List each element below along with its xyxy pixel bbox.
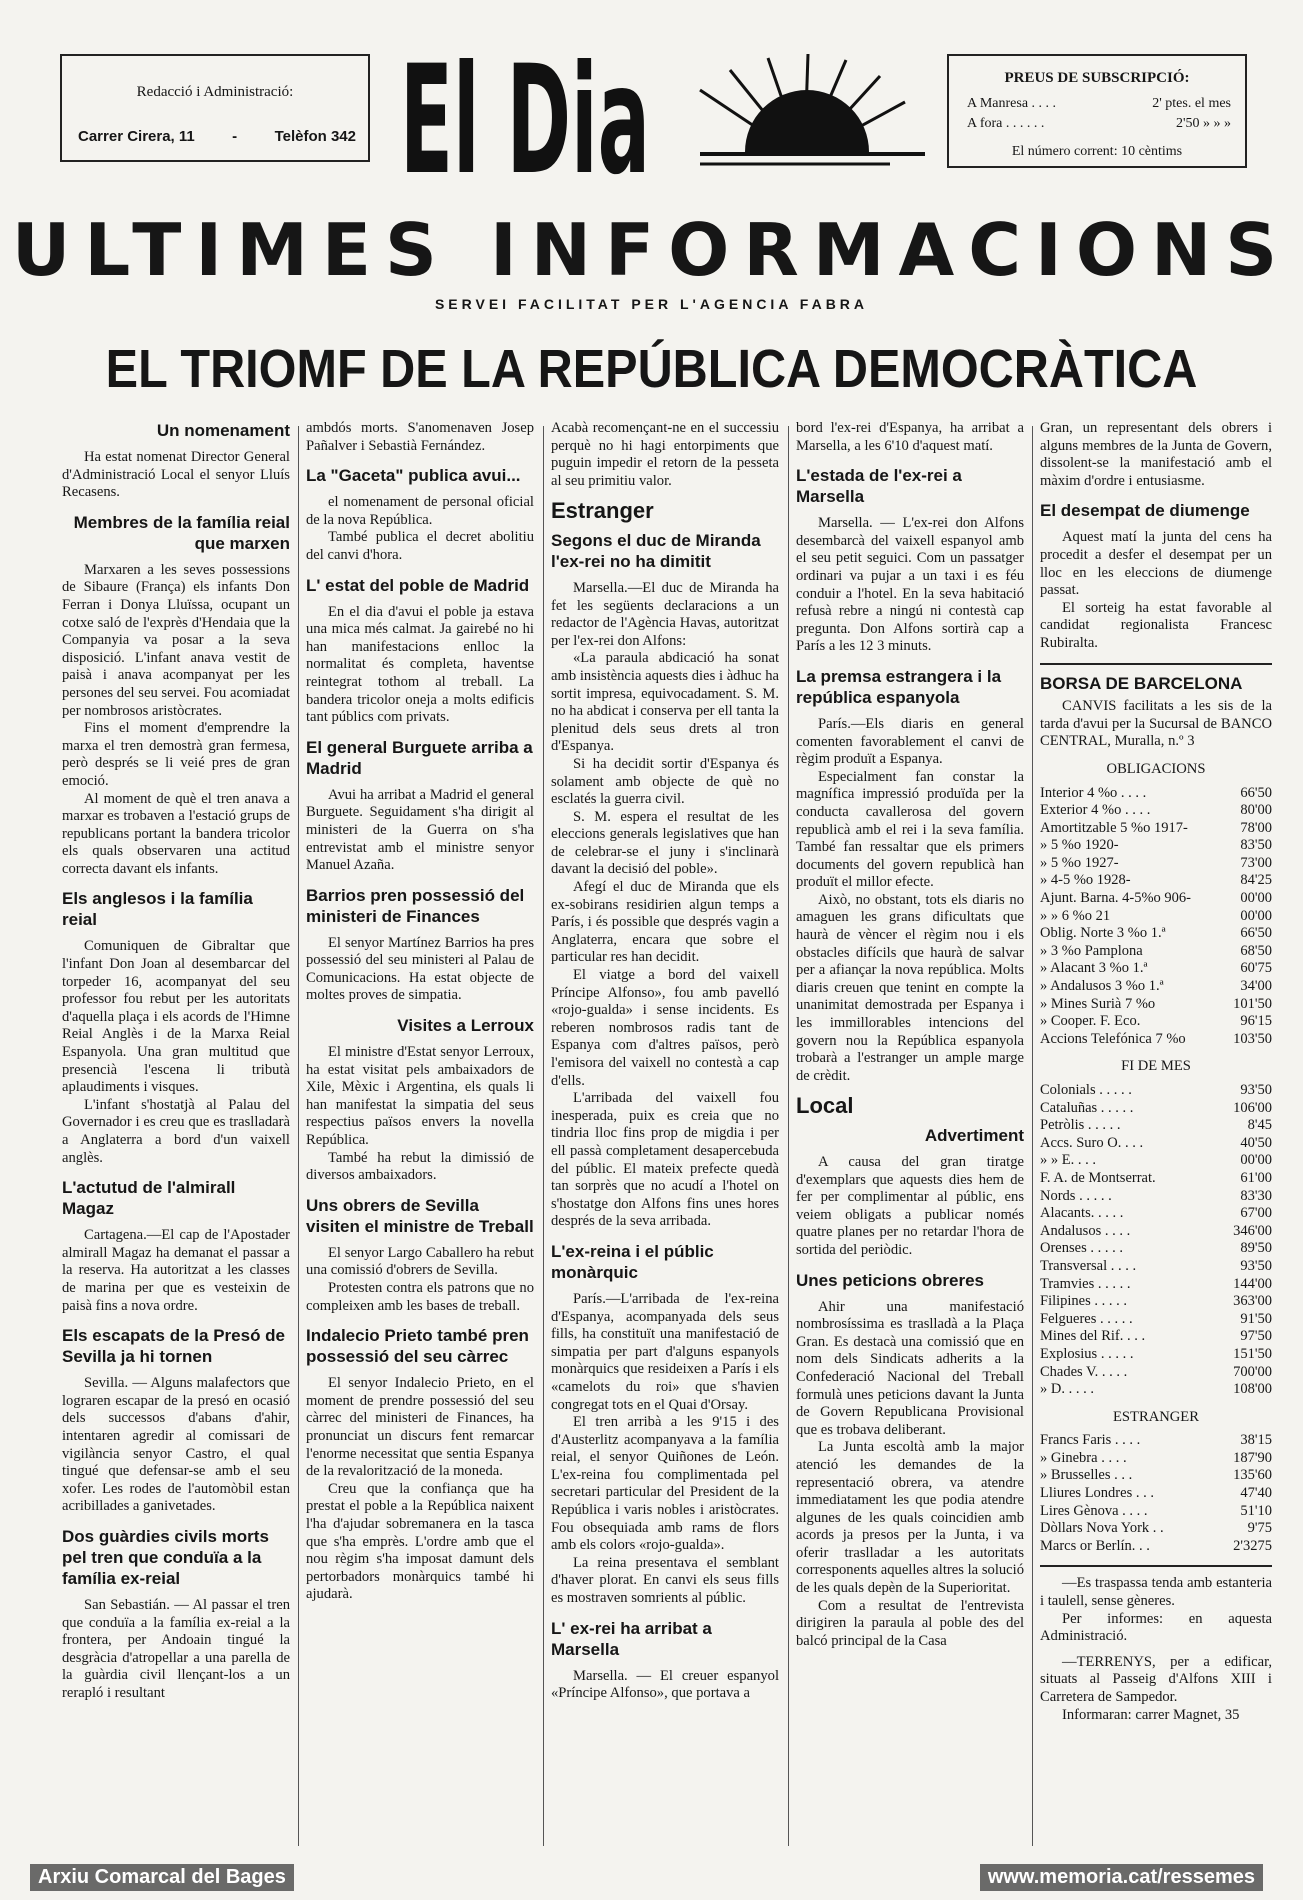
article-paragraph: Marsella. — L'ex-rei don Alfons desembarcà del vaixell espanyol amb el seu petit seguici. Com un passatger ordinari va pujar a un taxi i es féu conduir a l'hotel. En la seva habitació refusà rebre a ningú ni contestà cap pregunta. Don Alfons sortirà cap a París a les 12 3 minuts. — [796, 515, 1024, 655]
obligacions-title: OBLIGACIONS — [1106, 760, 1206, 777]
quote-value: 187'90 — [1233, 1449, 1272, 1466]
quote-name: » 5 %o 1927- — [1040, 854, 1119, 871]
article-heading: L' estat del poble de Madrid — [306, 575, 530, 595]
quote-value: 89'50 — [1240, 1240, 1272, 1257]
price-number: El número corrent: 10 cèntims — [1011, 144, 1183, 159]
prices-title: PREUS DE SUBSCRIPCIÓ: — [1004, 70, 1190, 86]
quote-name: Alacants. . . . . — [1040, 1205, 1124, 1222]
quote-row — [1040, 925, 1272, 943]
quote-row — [1040, 1170, 1272, 1188]
quote-value: 108'00 — [1233, 1381, 1272, 1398]
quote-row — [1040, 837, 1272, 855]
article-paragraph: Ha estat nomenat Director General d'Administració Local el senyor Lluís Recasens. — [62, 449, 290, 501]
website-watermark: www.memoria.cat/ressemes — [980, 1864, 1263, 1891]
quote-value: 135'60 — [1233, 1467, 1272, 1484]
column-4 — [796, 420, 1024, 1860]
quote-name: Francs Faris . . . . — [1040, 1432, 1141, 1449]
quote-value: 73'00 — [1240, 854, 1272, 871]
quote-row — [1040, 872, 1272, 890]
quote-name: » » E. . . . — [1040, 1152, 1096, 1169]
quote-value: 8'45 — [1247, 1117, 1272, 1134]
quote-value: 103'50 — [1233, 1030, 1272, 1047]
quote-value: 83'30 — [1240, 1187, 1272, 1204]
quote-row — [1040, 1135, 1272, 1153]
quote-row — [1040, 1328, 1272, 1346]
quote-name: » 4-5 %o 1928- — [1040, 872, 1131, 889]
estranger-table — [1040, 1432, 1272, 1555]
quote-name: » Cooper. F. Eco. — [1040, 1013, 1141, 1030]
quote-row — [1040, 943, 1272, 961]
article-heading: Membres de la família reial que marxen — [73, 512, 290, 553]
quote-value: 34'00 — [1240, 978, 1272, 995]
article-paragraph: Al moment de què el tren anava a marxar es trobaven a l'estació grups de republicans portant la bandera tricolor els quals observaren una actitud correcta davant els infants. — [62, 790, 290, 877]
article-paragraph: el nomenament de personal oficial de la nova República. — [306, 494, 534, 528]
quote-value: 47'40 — [1240, 1485, 1272, 1502]
quote-row — [1040, 1223, 1272, 1241]
price-manresa-label: A Manresa . . . . — [967, 96, 1057, 111]
quote-row — [1040, 1188, 1272, 1206]
quote-value: 66'50 — [1240, 784, 1272, 801]
article-heading: Indalecio Prieto també pren possessió del seu càrrec — [306, 1326, 529, 1367]
administration-box — [60, 54, 370, 162]
quote-name: » 3 %o Pamplona — [1040, 942, 1143, 959]
column-3 — [551, 420, 779, 1860]
quote-row — [1040, 1485, 1272, 1503]
quote-name: Lliures Londres . . . — [1040, 1485, 1154, 1502]
column-5 — [1040, 420, 1272, 1860]
column-rule — [543, 426, 544, 1846]
quote-value: 9'75 — [1247, 1520, 1272, 1537]
quote-value: 101'50 — [1233, 995, 1272, 1012]
article-paragraph: Comuniquen de Gibraltar que l'infant Don Joan al desembarcar del torpeder 16, acompanyat del seu professor fou rebut per les autoritats d'aquella plaça i els acords de l'Himne Reial Anglès i de la Marxa Reial Espanyola. Una gran multitud que presencià l'escena li tributà aplaudiments i visques. — [62, 938, 290, 1096]
article-paragraph: El senyor Largo Caballero ha rebut una comissió d'obrers de Sevilla. — [306, 1244, 534, 1279]
quote-row — [1040, 1432, 1272, 1450]
article-paragraph: En el dia d'avui el poble ja estava una mica més calmat. Ja gairebé no hi han manifestacions enlloc la normalitat és completa, haventse reintegrat tothom al treball. La bandera tricolor oneja a molts edificis tant públics com privats. — [306, 603, 534, 726]
admin-address-line — [78, 128, 356, 145]
quote-name: Interior 4 %o . . . . — [1040, 784, 1147, 801]
quote-value: 2'3275 — [1233, 1537, 1272, 1554]
quote-name: Dòllars Nova York . . — [1040, 1520, 1164, 1537]
article-paragraph: París.—L'arribada de l'ex-reina d'Espanya, acompanyada dels seus fills, ha constituït una manifestació de simpatia per part d'alguns espanyols monàrquics que resideixen a París i els «camelots du roi» que s'havien congregat tots en el Quai d'Orsay. — [551, 1290, 779, 1413]
price-fora-label: A fora . . . . . . — [967, 116, 1045, 131]
borsa-intro: CANVIS facilitats a les sis de la tarda d'avui per la Sucursal de BANCO CENTRAL, Muralla, n.º 3 — [1040, 698, 1272, 750]
quote-value: 38'15 — [1240, 1432, 1272, 1449]
quote-row — [1040, 855, 1272, 873]
quote-value: 93'50 — [1240, 1082, 1272, 1098]
quote-row — [1040, 1538, 1272, 1556]
article-heading: L'estada de l'ex-rei a Marsella — [796, 466, 962, 507]
fi-de-mes-table — [1040, 1082, 1272, 1399]
article-paragraph: El senyor Martínez Barrios ha pres possessió del seu ministeri al Palau de Comunicacions. Ha estat objecte de moltes proves de simpatia. — [306, 934, 534, 1004]
article-paragraph: Avui ha arribat a Madrid el general Burguete. Seguidament s'ha dirigit al ministeri de la Guerra on s'ha entrevistat amb el ministre senyor Manuel Azaña. — [306, 786, 534, 874]
article-paragraph: Gran, un representant dels obrers i alguns membres de la Junta de Govern, dissolent-se la manifestació amb el màxim d'ordre i entusiasme. — [1040, 420, 1272, 489]
quote-name: Exterior 4 %o . . . . — [1040, 802, 1151, 819]
quote-name: » 5 %o 1920- — [1040, 837, 1119, 854]
article-paragraph: Ahir una manifestació nombrosíssima es traslladà a la Plaça Gran. Es destacà una comissió que en nom dels Sindicats adherits a la Confederació Nacional del Treball formulà unes peticions davant la Junta de Govern Republicana Provisional que es trobava deliberant. — [796, 1298, 1024, 1438]
article-heading: El desempat de diumenge — [1040, 501, 1250, 521]
quote-value: 83'50 — [1240, 837, 1272, 854]
quote-value: 151'50 — [1233, 1345, 1272, 1362]
article-heading: El general Burguete arriba a Madrid — [306, 737, 533, 778]
quote-name: Mines del Rif. . . . — [1040, 1328, 1146, 1345]
classified-ad-contact: Per informes: en aquesta Administració. — [1040, 1610, 1272, 1645]
quote-row — [1040, 1293, 1272, 1311]
quote-value: 80'00 — [1240, 802, 1272, 819]
article-paragraph: Acabà recomençant-ne en el successiu perquè no hi hagi entorpiments que puguin impedir el retorn de la pesseta al seu primitiu valor. — [551, 420, 779, 489]
quote-name: Orenses . . . . . — [1040, 1240, 1123, 1257]
column-2 — [306, 420, 534, 1860]
article-heading: Advertiment — [924, 1126, 1024, 1145]
quote-value: 40'50 — [1240, 1134, 1272, 1151]
article-paragraph: San Sebastián. — Al passar el tren que conduïa a la família ex-reial a la frontera, per Andoain tingué la desgràcia d'atropellar a una parella de la guàrdia civil llençant-los a un rerapló i resultant — [62, 1596, 290, 1701]
quote-row — [1040, 960, 1272, 978]
quote-row — [1040, 1467, 1272, 1485]
article-paragraph: Fins el moment d'emprendre la marxa el tren demostrà gran fermesa, però després se li veié pres de gran emoció. — [62, 720, 290, 789]
quote-name: » » 6 %o 21 — [1040, 907, 1111, 924]
quote-value: 96'15 — [1240, 1013, 1272, 1030]
quote-row — [1040, 1240, 1272, 1258]
article-paragraph: Marsella. — El creuer espanyol «Príncipe Alfonso», que portava a — [551, 1667, 779, 1702]
obligacions-table — [1040, 785, 1272, 1049]
masthead-logo — [400, 40, 930, 185]
quote-row — [1040, 1152, 1272, 1170]
quote-value: 91'50 — [1240, 1310, 1272, 1327]
quote-row — [1040, 996, 1272, 1014]
article-heading: L'actutud de l'almirall Magaz — [62, 1178, 236, 1219]
headline: ULTIMES INFORMACIONS — [11, 208, 1292, 292]
quote-row — [1040, 1276, 1272, 1294]
article-paragraph: bord l'ex-rei d'Espanya, ha arribat a Marsella, a les 6'10 d'aquest matí. — [796, 420, 1024, 454]
article-paragraph: Aquest matí la junta del cens ha procedit a desfer el desempat per un lloc en les eleccions de diumenge passat. — [1040, 529, 1272, 599]
quote-row — [1040, 1258, 1272, 1276]
article-paragraph: El viatge a bord del vaixell Príncipe Alfonso», fou amb pavelló «rojo-gualda» i sense incidents. Es reberen nombrosos radis tant de Espanya com d'altres països, però l'emisora del vaixell no contestà a cap d'ells. — [551, 967, 779, 1089]
main-headline: EL TRIOMF DE LA REPÚBLICA DEMOCRÀTICA — [105, 339, 1198, 399]
article-heading: Visites a Lerroux — [397, 1016, 534, 1036]
article-paragraph: L'arribada del vaixell fou inesperada, puix es creia que no tindria lloc fins prop de migdia i per ell passà completament desapercebuda del públic. El mateix prefecte quedà tan sorprès que no acudí a l'hotel on s'hostatge don Alfons fins unes hores després de la seva arribada. — [551, 1090, 779, 1230]
quote-value: 700'00 — [1233, 1363, 1272, 1380]
quote-name: Accions Telefónica 7 %o — [1040, 1030, 1186, 1047]
quote-value: 51'10 — [1240, 1502, 1272, 1519]
article-paragraph: El sorteig ha estat favorable al candidat regionalista Francesc Rubiralta. — [1040, 599, 1272, 651]
article-heading: L'ex-reina i el públic monàrquic — [551, 1241, 714, 1282]
quote-value: 60'75 — [1240, 960, 1272, 977]
quote-value: 66'50 — [1240, 925, 1272, 942]
quote-row — [1040, 785, 1272, 803]
quote-row — [1040, 908, 1272, 926]
quote-row — [1040, 1503, 1272, 1521]
article-paragraph: La reina presentava el semblant d'haver plorat. En canvi els seus fills es mostraven somrients al públic. — [551, 1554, 779, 1607]
column-rule — [298, 426, 299, 1846]
borsa-title: BORSA DE BARCELONA — [1040, 663, 1272, 693]
quote-value: 93'50 — [1240, 1257, 1272, 1274]
article-heading: L' ex-rei ha arribat a Marsella — [551, 1618, 712, 1659]
article-heading: La "Gaceta" publica avui... — [306, 466, 521, 486]
quote-name: Felgueres . . . . . — [1040, 1310, 1133, 1327]
quote-name: » Alacant 3 %o 1.ª — [1040, 960, 1148, 977]
quote-row — [1040, 1117, 1272, 1135]
quote-value: 106'00 — [1233, 1099, 1272, 1116]
article-heading: Els escapats de la Presó de Sevilla ja hi tornen — [62, 1326, 286, 1367]
article-paragraph: El senyor Indalecio Prieto, en el moment de prendre possessió del seu càrrec del ministeri de Finances, ha pronunciat un discurs fent remarcar l'enorme necessitat que sentia Espanya de la revalorització de la moneda. — [306, 1375, 534, 1480]
quote-row — [1040, 1364, 1272, 1382]
quote-value: 00'00 — [1240, 1152, 1272, 1169]
admin-dash: - — [232, 128, 238, 145]
quote-name: F. A. de Montserrat. — [1040, 1169, 1156, 1186]
quote-name: Andalusos . . . . — [1040, 1222, 1131, 1239]
quote-name: » Mines Surià 7 %o — [1040, 995, 1156, 1012]
admin-phone: Telèfon 342 — [274, 128, 356, 145]
article-paragraph: Marxaren a les seves possessions de Sibaure (França) els infants Don Ferran i Donya Lluïssa, ocupant un cotxe saló de l'exprès d'Hendaia que la Companyia va posar a la seva disposició. L'infant anava vestit de paisà i anava acompanyat per les persones del seu servei. Fou acomiadat per nombrosos aristòcrates. — [62, 561, 290, 719]
quote-name: Explosius . . . . . — [1040, 1345, 1134, 1362]
quote-row — [1040, 1311, 1272, 1329]
price-fora-value: 2'50 » » » — [1175, 116, 1231, 131]
fi-de-mes-title: FI DE MES — [1121, 1058, 1191, 1075]
article-paragraph: Creu que la confiança que ha prestat el poble a la República naixent l'ha d'ajudar sobremanera en la tasca que s'ha emprès. L'ordre amb que el nou règim s'ha imposat damunt dels pertorbadors monàrquics també hi ajudarà. — [306, 1480, 534, 1603]
quote-name: » Ginebra . . . . — [1040, 1449, 1127, 1466]
quote-value: 97'50 — [1240, 1328, 1272, 1345]
quote-row — [1040, 802, 1272, 820]
article-heading: Uns obrers de Sevilla visiten el ministre de Treball — [306, 1195, 534, 1236]
article-paragraph: El tren arribà a les 9'15 i des d'Austerlitz acompanyava a la família reial, el senyor Quiñones de León. L'ex-reina fou complimentada pel secretari particular del President de la República i varis nobles i aristòcrates. Fou obsequiada amb rams de flors amb els colors «rojo-gualda». — [551, 1414, 779, 1554]
quote-name: Nords . . . . . — [1040, 1187, 1112, 1204]
quote-row — [1040, 820, 1272, 838]
quote-name: Petròlis . . . . . — [1040, 1117, 1121, 1134]
article-paragraph: «La paraula abdicació ha sonat amb insistència aquests dies i àdhuc ha sortit impresa, equivocadament. S. M. no ha abdicat i conserva per ell tanta la plenitud dels seus drets al tron d'Espanya. — [551, 650, 779, 755]
article-paragraph: Si ha decidit sortir d'Espanya és solament amb objecte de què no esclatés la guerra civil. — [551, 755, 779, 808]
article-heading: Un nomenament — [156, 421, 290, 440]
article-paragraph: ambdós morts. S'anomenaven Josep Pañalver i Sebastià Fernández. — [306, 420, 534, 454]
article-paragraph: S. M. espera el resultat de les eleccions generals legislatives que han de celebrar-se el juny i s'inclinarà davant la decisió del poble». — [551, 808, 779, 878]
quote-name: Lires Gènova . . . . — [1040, 1502, 1148, 1519]
subheadline: SERVEI FACILITAT PER L'AGENCIA FABRA — [434, 296, 869, 312]
quote-value: 346'00 — [1233, 1222, 1272, 1239]
column-rule — [788, 426, 789, 1846]
price-manresa — [967, 96, 1231, 112]
quote-name: Transversal . . . . — [1040, 1257, 1137, 1274]
article-paragraph: Això, no obstant, tots els diaris no amaguen les grans dificultats que haurà de vèncer el règim nou i els obstacles difícils que haurà de salvar per a afiançar la nova república. Molts diaris creuen que tenint en compte la unanimitat demostrada per Espanya i les immillorables intencions del govern nou la República espanyola trobarà a l'estranger un ample marge de crèdit. — [796, 891, 1024, 1084]
quote-name: » D. . . . . — [1040, 1381, 1094, 1398]
quote-row — [1040, 1346, 1272, 1364]
quote-row — [1040, 1031, 1272, 1049]
quote-name: Accs. Suro O. . . . — [1040, 1134, 1144, 1151]
column-1 — [62, 420, 290, 1860]
quote-name: Ajunt. Barna. 4-5%o 906- — [1040, 890, 1192, 907]
article-paragraph: Afegí el duc de Miranda que els ex-sobirans residirien algun temps a París, i és possible que després vagin a Anglaterra, encara que sobre el particular res han decidit. — [551, 879, 779, 966]
section-title: Estranger — [551, 498, 654, 524]
article-heading: Els anglesos i la família reial — [62, 889, 253, 930]
classified-ad: —Es traspassa tenda amb estanteria i taulell, sense gèneres. — [1040, 1575, 1272, 1610]
admin-address: Carrer Cirera, 11 — [78, 128, 195, 145]
quote-name: Marcs or Berlín. . . — [1040, 1537, 1150, 1554]
quote-value: 363'00 — [1233, 1293, 1272, 1310]
article-heading: La premsa estrangera i la república espanyola — [796, 666, 1002, 707]
quote-row — [1040, 978, 1272, 996]
quote-value: 144'00 — [1233, 1275, 1272, 1292]
article-paragraph: També ha rebut la dimissió de diversos ambaixadors. — [306, 1149, 534, 1184]
quote-value: 68'50 — [1240, 942, 1272, 959]
quote-value: 84'25 — [1240, 872, 1272, 889]
quote-row — [1040, 1520, 1272, 1538]
article-paragraph: La Junta escoltà amb la major atenció les demandes de la representació obrera, va atendre immediatament les que podia atendre algunes de les quals coincidien amb acords ja presos per la Junta, i va oferir traslladar a les autoritats corresponents aquelles altres la solució de les quals depèn de la Superioritat. — [796, 1439, 1024, 1597]
quote-value: 00'00 — [1240, 907, 1272, 924]
article-paragraph: Com a resultat de l'entrevista dirigiren la paraula al poble des del balcó principal de la Casa — [796, 1597, 1024, 1649]
quote-value: 00'00 — [1240, 890, 1272, 907]
column-rule — [1032, 426, 1033, 1846]
quote-value: 78'00 — [1240, 819, 1272, 836]
masthead-title: El Dia — [400, 40, 650, 185]
article-paragraph: Sevilla. — Alguns malafectors que lograren escapar de la presó en ocasió dels successos d'abans d'ahir, intentaren agredir al comissari de vigilància senyor Castro, el qual tingué que defensar-se amb el seu xofer. Les rodes de l'automòbil estan acribillades a ganivetades. — [62, 1375, 290, 1515]
article-paragraph: A causa del gran tiratge d'exemplars que aquests dies hem de fer per complimentar al públic, ens veiem obligats a publicar només quatre planes per no retardar l'hora de sortida del periòdic. — [796, 1154, 1024, 1258]
article-paragraph: París.—Els diaris en general comenten favorablement el canvi de règim produït a Espanya. — [796, 715, 1024, 768]
price-fora — [967, 116, 1231, 132]
quote-name: Amortitzable 5 %o 1917- — [1040, 819, 1188, 836]
quote-row — [1040, 1100, 1272, 1118]
quote-value: 67'00 — [1240, 1205, 1272, 1222]
quote-name: Cataluñas . . . . . — [1040, 1099, 1134, 1116]
classified-ad: —TERRENYS, per a edificar, situats al Passeig d'Alfons XIII i Carretera de Sampedor. — [1040, 1653, 1272, 1705]
quote-row — [1040, 1013, 1272, 1031]
quote-row — [1040, 890, 1272, 908]
article-heading: Barrios pren possessió del ministeri de Finances — [306, 885, 525, 926]
quote-row — [1040, 1450, 1272, 1468]
quote-row — [1040, 1381, 1272, 1399]
article-paragraph: Especialment fan constar la magnífica impressió produïda per la conducta cavallerosa del govern republicà amb el rei i la seva família. També fan ressaltar que els primers documents del govern republicà han produït el millor efecte. — [796, 768, 1024, 891]
quote-name: » Brusselles . . . — [1040, 1467, 1133, 1484]
quote-name: Tramvies . . . . . — [1040, 1275, 1131, 1292]
quote-name: Filipines . . . . . — [1040, 1293, 1128, 1310]
article-paragraph: El ministre d'Estat senyor Lerroux, ha estat visitat pels ambaixadors de Xile, Mèxic i Argentina, els quals li han manifestat la simpatia del seus respectius països envers la novella República. — [306, 1044, 534, 1149]
quote-value: 61'00 — [1240, 1169, 1272, 1186]
classifieds — [1040, 1565, 1272, 1724]
classified-ad-contact: Informaran: carrer Magnet, 35 — [1062, 1706, 1240, 1723]
subscription-box — [947, 54, 1247, 168]
quote-row — [1040, 1082, 1272, 1100]
quote-name: Chades V. . . . . — [1040, 1363, 1128, 1380]
article-paragraph: Marsella.—El duc de Miranda ha fet les següents declaracions a un redactor de l'Agència Havas, autoritzat per l'ex-rei don Alfons: — [551, 579, 779, 649]
quote-name: Colonials . . . . . — [1040, 1082, 1132, 1098]
article-heading: Dos guàrdies civils morts pel tren que conduïa a la família ex-reial — [62, 1526, 269, 1588]
quote-name: » Andalusos 3 %o 1.ª — [1040, 978, 1164, 995]
admin-label: Redacció i Administració: — [136, 84, 294, 100]
article-heading: Segons el duc de Miranda l'ex-rei no ha dimitit — [551, 530, 761, 571]
article-paragraph: També publica el decret abolitiu del canvi d'hora. — [306, 529, 534, 563]
article-heading: Unes peticions obreres — [796, 1270, 985, 1290]
article-paragraph: Cartagena.—El cap de l'Apostader almirall Magaz ha demanat el passar a la reserva. Ha autoritzat a les classes de marina per que es vesteixin de paisà fins a nova ordre. — [62, 1227, 290, 1314]
quote-name: Oblig. Norte 3 %o 1.ª — [1040, 925, 1166, 942]
quote-row — [1040, 1205, 1272, 1223]
archive-watermark: Arxiu Comarcal del Bages — [30, 1864, 294, 1891]
section-title: Local — [796, 1093, 854, 1119]
article-paragraph: L'infant s'hostatjà al Palau del Governador i es creu que es traslladarà a Anglaterra a bord d'un vaixell anglès. — [62, 1096, 290, 1166]
article-paragraph: Protesten contra els patrons que no compleixen amb les bases de treball. — [306, 1280, 534, 1314]
price-manresa-value: 2' ptes. el mes — [1152, 96, 1231, 111]
estranger-title: ESTRANGER — [1113, 1408, 1199, 1425]
